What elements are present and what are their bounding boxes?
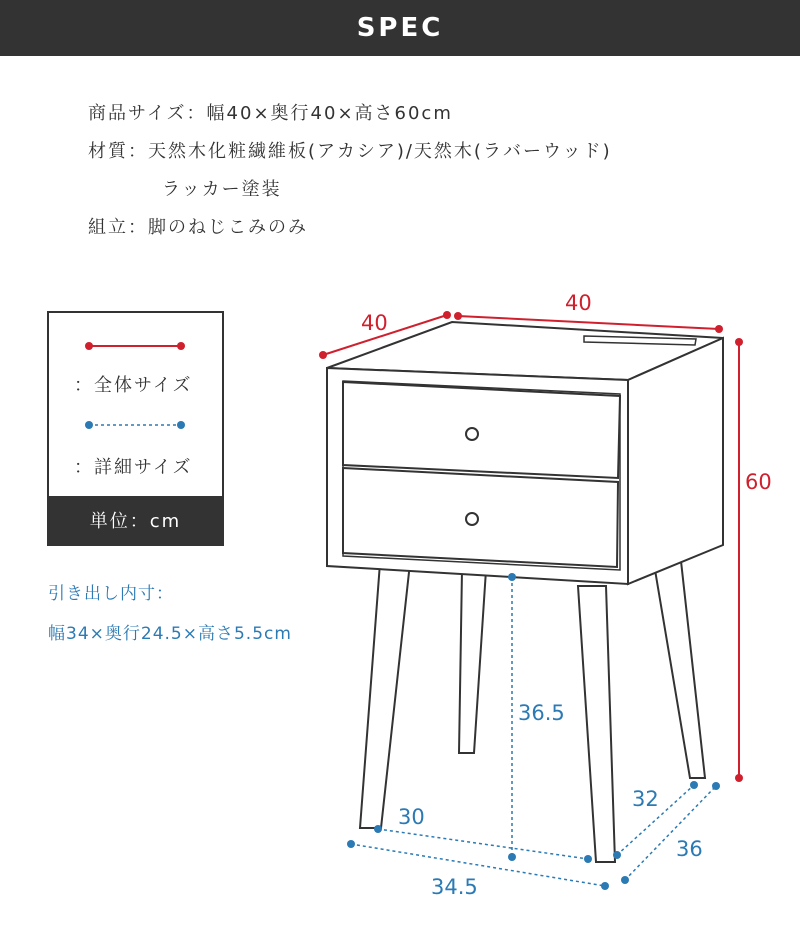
dim-depth-dot-a (319, 351, 327, 359)
dim-side-span-dot-b (690, 781, 698, 789)
front-right-leg (578, 586, 615, 862)
dim-base-width-label: 34.5 (431, 875, 478, 899)
dim-base-depth-label: 36 (676, 837, 703, 861)
drawer-top (343, 382, 620, 478)
spec-material: 材質：天然木化粧繊維板(アカシア)/天然木(ラバーウッド) (88, 141, 612, 162)
back-right-leg (652, 552, 705, 778)
legend-unit: 単位：cm (49, 496, 222, 544)
dim-depth-dot-b (443, 311, 451, 319)
header-title: SPEC (356, 13, 444, 43)
spec-assembly: 組立：脚のねじこみのみ (88, 217, 308, 238)
drawer-inner-dims: 幅34×奥行24.5×高さ5.5cm (48, 624, 292, 644)
dim-leg-height-dot-b (508, 853, 516, 861)
dim-front-span-label: 30 (398, 805, 425, 829)
dim-leg-height-dot-a (508, 573, 516, 581)
drawer-bottom-knob (466, 513, 478, 525)
dim-height-label: 60 (745, 470, 772, 494)
legend-detail-label: ：詳細サイズ (74, 457, 193, 478)
front-left-leg (360, 563, 410, 828)
dim-base-width-line (351, 844, 605, 886)
dim-height-dot-b (735, 774, 743, 782)
dim-side-span-label: 32 (632, 787, 659, 811)
dim-leg-height-label: 36.5 (518, 701, 565, 725)
spec-finish: ラッカー塗装 (162, 179, 282, 200)
drawer-inner-title: 引き出し内寸： (48, 584, 174, 604)
dim-side-span-dot-a (613, 851, 621, 859)
dim-base-width-dot-b (601, 882, 609, 890)
dim-height-dot-a (735, 338, 743, 346)
spec-size: 商品サイズ：幅40×奥行40×高さ60cm (88, 103, 453, 124)
dim-depth-label: 40 (361, 311, 388, 335)
drawer-bottom (343, 468, 618, 567)
legend-overall-label: ：全体サイズ (74, 375, 193, 396)
dim-front-span-line (378, 829, 588, 859)
dim-width-dot-a (454, 312, 462, 320)
drawer-top-knob (466, 428, 478, 440)
dim-width-label: 40 (565, 291, 592, 315)
back-left-leg (459, 570, 486, 753)
dim-base-depth-dot-b (712, 782, 720, 790)
dim-front-span-dot-b (584, 855, 592, 863)
cabinet-side (628, 338, 723, 584)
dim-base-width-dot-a (347, 840, 355, 848)
dim-width-dot-b (715, 325, 723, 333)
dim-front-span-dot-a (374, 825, 382, 833)
dim-base-depth-dot-a (621, 876, 629, 884)
